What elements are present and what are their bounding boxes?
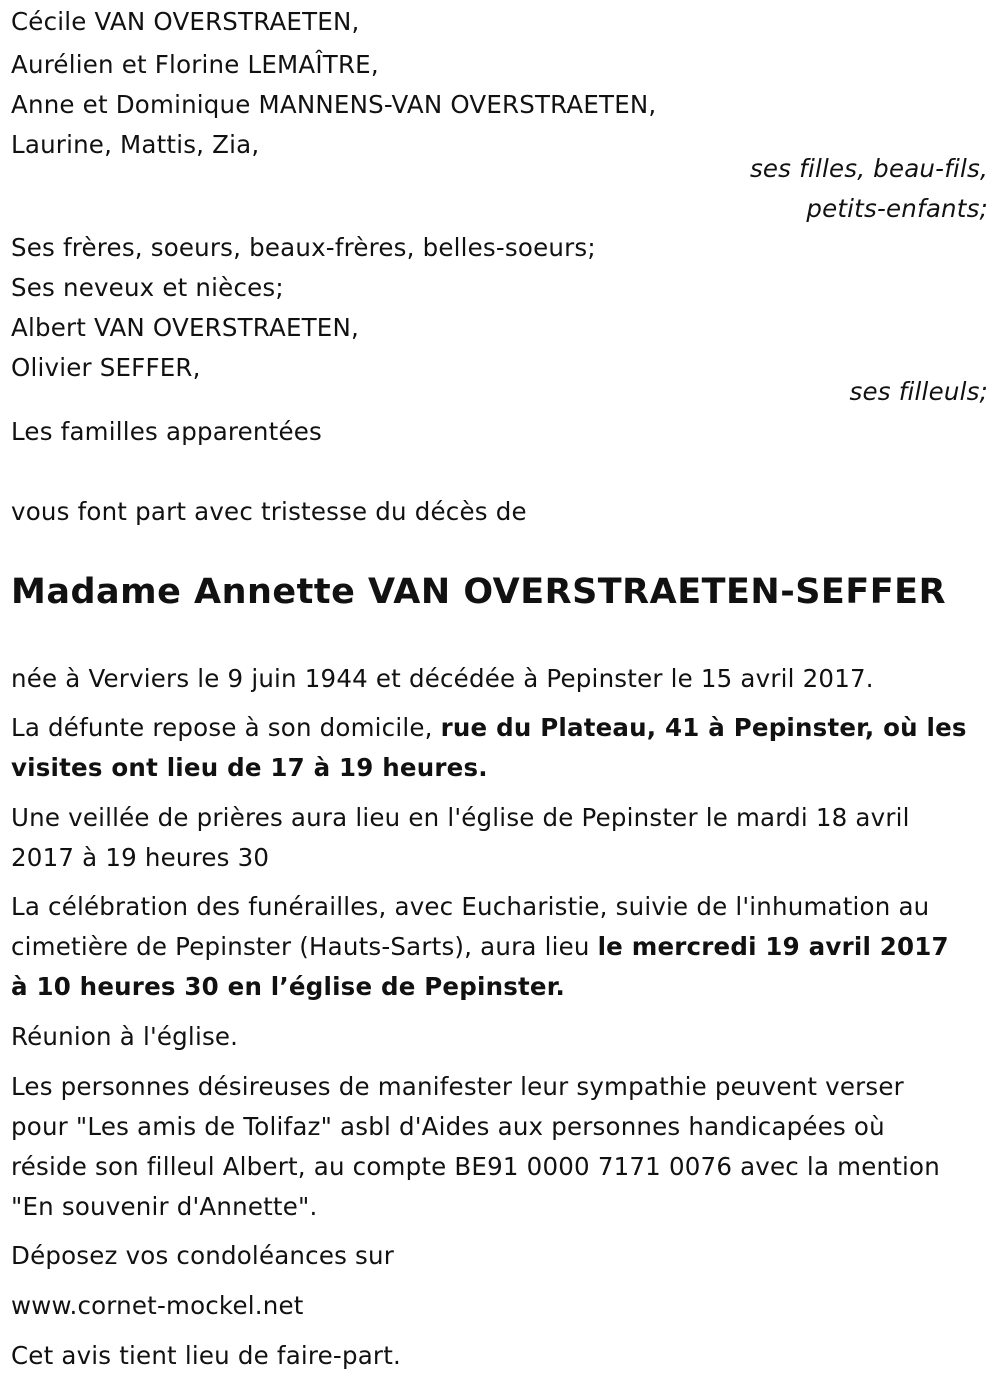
family-line: Ses frères, soeurs, beaux-frères, belles-soeurs; xyxy=(11,233,596,262)
family-line: Ses neveux et nièces; xyxy=(11,273,284,302)
family-line: Cécile VAN OVERSTRAETEN, xyxy=(11,7,360,36)
website-link[interactable]: www.cornet-mockel.net xyxy=(11,1291,304,1320)
deceased-name: Madame Annette VAN OVERSTRAETEN-SEFFER xyxy=(11,572,947,612)
family-line: Olivier SEFFER, xyxy=(11,353,201,382)
repose-line: visites ont lieu de 17 à 19 heures. xyxy=(11,753,488,782)
family-line: Aurélien et Florine LEMAÎTRE, xyxy=(11,50,379,79)
closing-text: Cet avis tient lieu de faire-part. xyxy=(11,1341,401,1370)
relation-label: ses filles, beau-fils, xyxy=(749,154,988,183)
funeral-line: à 10 heures 30 en l’église de Pepinster. xyxy=(11,972,566,1001)
family-line: Albert VAN OVERSTRAETEN, xyxy=(11,313,359,342)
relation-label: ses filleuls; xyxy=(849,377,988,406)
donation-line: Les personnes désireuses de manifester leur sympathie peuvent verser xyxy=(11,1072,904,1101)
family-line: Laurine, Mattis, Zia, xyxy=(11,130,260,159)
vigil-line: 2017 à 19 heures 30 xyxy=(11,843,270,872)
donation-line: réside son filleul Albert, au compte BE91 0000 7171 0076 avec la mention xyxy=(11,1152,940,1181)
family-line: Anne et Dominique MANNENS-VAN OVERSTRAETEN, xyxy=(11,90,657,119)
repose-line: La défunte repose à son domicile, rue du Plateau, 41 à Pepinster, où les xyxy=(11,713,967,742)
reunion-text: Réunion à l'église. xyxy=(11,1022,239,1051)
funeral-line: La célébration des funérailles, avec Eucharistie, suivie de l'inhumation au xyxy=(11,892,930,921)
condolences-text: Déposez vos condoléances sur xyxy=(11,1241,395,1270)
donation-line: "En souvenir d'Annette". xyxy=(11,1192,318,1221)
funeral-line: cimetière de Pepinster (Hauts-Sarts), aura lieu le mercredi 19 avril 2017 xyxy=(11,932,949,961)
intro-text: vous font part avec tristesse du décès de xyxy=(11,497,527,526)
donation-line: pour "Les amis de Tolifaz" asbl d'Aides aux personnes handicapées où xyxy=(11,1112,885,1141)
relation-label: petits-enfants; xyxy=(806,194,988,223)
family-line: Les familles apparentées xyxy=(11,417,322,446)
birth-death-text: née à Verviers le 9 juin 1944 et décédée à Pepinster le 15 avril 2017. xyxy=(11,664,874,693)
vigil-line: Une veillée de prières aura lieu en l'église de Pepinster le mardi 18 avril xyxy=(11,803,910,832)
